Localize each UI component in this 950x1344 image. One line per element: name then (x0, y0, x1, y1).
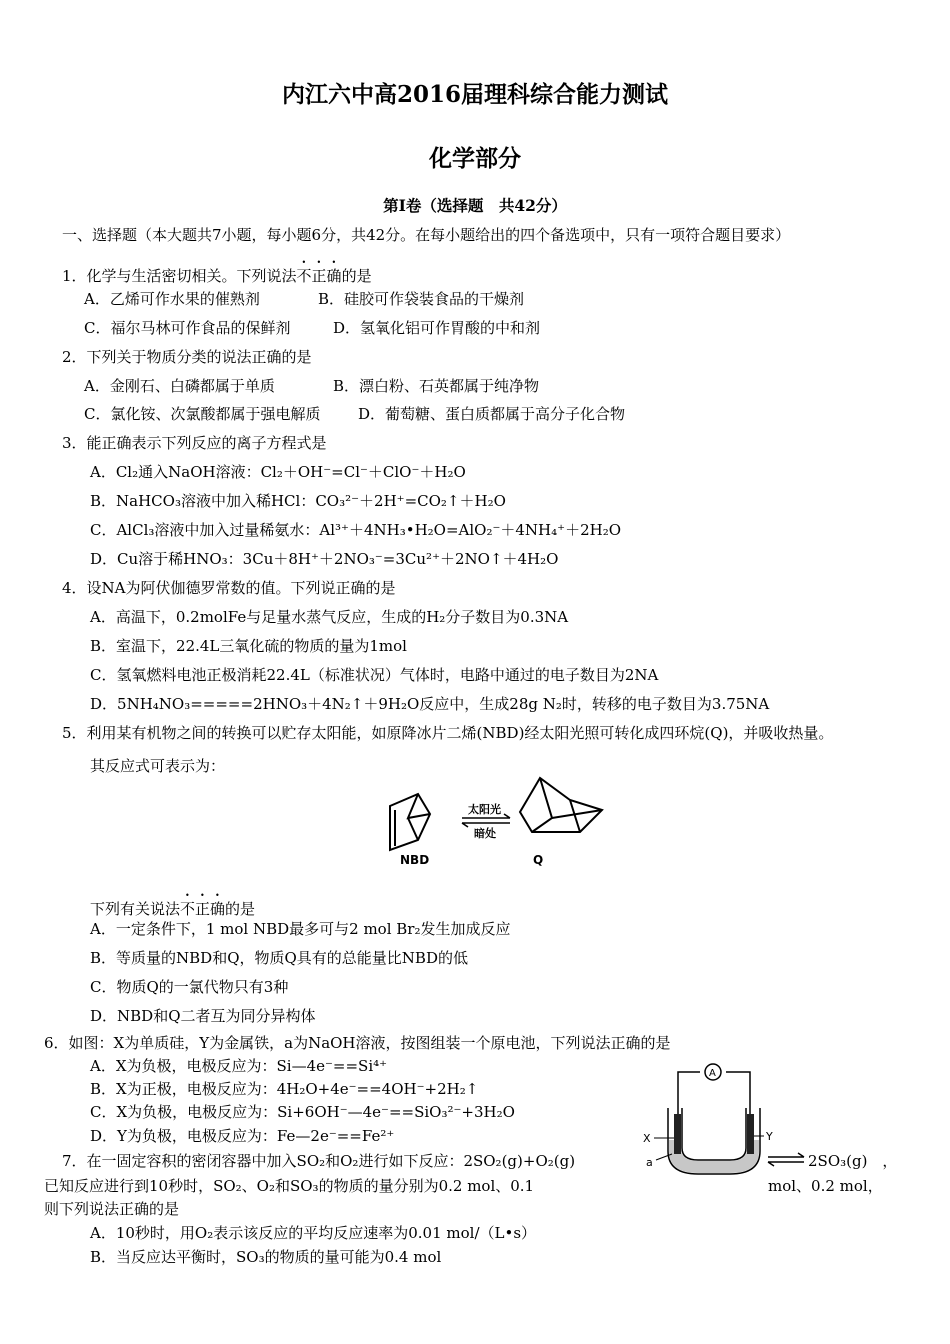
q2-option-c: C．氯化铵、次氯酸都属于强电解质 (84, 405, 321, 423)
q1-option-d: D．氢氧化铝可作胃酸的中和剂 (333, 319, 541, 337)
page-title: 内江六中高2016届理科综合能力测试 (281, 81, 668, 108)
instructions: 一、选择题（本大题共7小题，每小题6分，共42分。在每小题给出的四个备选项中，只有一项符合题目要求） (62, 226, 791, 244)
q1-stem-b: 的是 (341, 267, 372, 285)
q-structure (520, 778, 602, 832)
q7-line2-end: mol、0.2 mol， (768, 1177, 883, 1195)
fig-label-sunlight: 太阳光 (468, 803, 501, 816)
q3-option-d: D．Cu溶于稀HNO₃：3Cu＋8H⁺＋2NO₃⁻=3Cu²⁺＋2NO↑＋4H₂O (90, 550, 559, 568)
nbd-q-reaction-diagram (380, 770, 620, 870)
q2-stem: 2．下列关于物质分类的说法正确的是 (62, 348, 312, 366)
q6-option-b: B．X为正极，电极反应为：4H₂O+4e⁻==4OH⁻+2H₂↑ (90, 1080, 479, 1098)
q4-stem: 4．设NA为阿伏伽德罗常数的值。下列说正确的是 (62, 579, 396, 597)
q1-stem-a: 1．化学与生活密切相关。下列说法 (62, 267, 297, 285)
ammeter-label: A (709, 1068, 716, 1079)
q4-option-a: A．高温下，0.2molFe与足量水蒸气反应，生成的H₂分子数目为0.3NA (90, 608, 569, 626)
galvanic-cell-diagram (640, 1056, 775, 1176)
fig-label-a: a (646, 1156, 653, 1169)
q6-option-d: D．Y为负极，电极反应为：Fe—2e⁻==Fe²⁺ (90, 1127, 395, 1145)
electrode-y (747, 1114, 754, 1154)
q7-option-a: A．10秒时，用O₂表示该反应的平均反应速率为0.01 mol/（L•s） (90, 1224, 537, 1242)
q5-option-d: D．NBD和Q二者互为同分异构体 (90, 1007, 316, 1025)
q1-emphasis: 不正确 (296, 267, 342, 285)
q2-option-d: D．葡萄糖、蛋白质都属于高分子化合物 (358, 405, 626, 423)
q2-option-a: A．金刚石、白磷都属于单质 (84, 377, 275, 395)
q4-option-d: D．5NH₄NO₃=====2HNO₃＋4N₂↑＋9H₂O反应中，生成28g N₂时，转移的电子数目为3.75NA (90, 695, 770, 713)
q6-option-a: A．X为负极，电极反应为：Si—4e⁻==Si⁴⁺ (90, 1057, 388, 1075)
q7-line2: 已知反应进行到10秒时，SO₂、O₂和SO₃的物质的量分别为0.2 mol、0.1 (44, 1177, 535, 1195)
fig-label-x: X (643, 1132, 651, 1145)
electrode-x (674, 1114, 681, 1154)
q7-option-b: B．当反应达平衡时，SO₃的物质的量可能为0.4 mol (90, 1248, 442, 1266)
q5-sub-a: 下列有关说法 (90, 900, 181, 918)
q5-stem2: 其反应式可表示为： (90, 757, 226, 775)
q7-line3: 则下列说法正确的是 (44, 1200, 180, 1218)
q5-sub-b: 的是 (225, 900, 256, 918)
q3-option-a: A．Cl₂通入NaOH溶液：Cl₂＋OH⁻=Cl⁻＋ClO⁻＋H₂O (90, 463, 466, 481)
q5-emphasis: 不正确 (180, 900, 226, 918)
section-heading: 第Ⅰ卷（选择题 共42分） (383, 196, 567, 215)
q3-option-c: C．AlCl₃溶液中加入过量稀氨水：Al³⁺＋4NH₃•H₂O=AlO₂⁻＋4NH₄⁺＋2H₂O (90, 521, 622, 539)
q5-option-a: A．一定条件下，1 mol NBD最多可与2 mol Br₂发生加成反应 (90, 920, 511, 938)
q7-line1: 7．在一固定容积的密闭容器中加入SO₂和O₂进行如下反应：2SO₂(g)+O₂(g) (62, 1152, 576, 1170)
fig-label-y: Y (766, 1130, 773, 1143)
q3-option-b: B．NaHCO₃溶液中加入稀HCl：CO₃²⁻＋2H⁺=CO₂↑＋H₂O (90, 492, 506, 510)
q5-stem: 5．利用某有机物之间的转换可以贮存太阳能，如原降冰片二烯(NBD)经太阳光照可转化成四环烷(Q)，并吸收热量。 (62, 724, 834, 742)
q6-stem: 6．如图：X为单质硅，Y为金属铁，a为NaOH溶液，按图组装一个原电池，下列说法正确的是 (44, 1034, 671, 1052)
q2-option-b: B．漂白粉、石英都属于纯净物 (333, 377, 540, 395)
q3-stem: 3．能正确表示下列反应的离子方程式是 (62, 434, 327, 452)
fig-label-q: Q (533, 853, 544, 867)
page-subtitle: 化学部分 (429, 145, 521, 172)
q7-line1-end: 2SO₃(g) ， (808, 1152, 898, 1170)
q4-option-b: B．室温下，22.4L三氧化硫的物质的量为1mol (90, 637, 407, 655)
q5-option-c: C．物质Q的一氯代物只有3种 (90, 978, 289, 996)
q1-option-a: A．乙烯可作水果的催熟剂 (84, 290, 260, 308)
q4-option-c: C．氢氧燃料电池正极消耗22.4L（标准状况）气体时，电路中通过的电子数目为2NA (90, 666, 659, 684)
reversible-arrow-icon (766, 1152, 806, 1168)
q6-option-c: C．X为负极，电极反应为：Si+6OH⁻—4e⁻==SiO₃²⁻+3H₂O (90, 1103, 515, 1121)
q1-option-b: B．硅胶可作袋装食品的干燥剂 (318, 290, 525, 308)
q1-stem (62, 258, 372, 285)
nbd-structure (390, 794, 430, 850)
fig-label-nbd: NBD (400, 853, 430, 867)
q5-sub-stem (90, 891, 255, 918)
q1-option-c: C．福尔马林可作食品的保鲜剂 (84, 319, 291, 337)
q5-option-b: B．等质量的NBD和Q，物质Q具有的总能量比NBD的低 (90, 949, 468, 967)
fig-label-dark: 暗处 (474, 827, 496, 840)
